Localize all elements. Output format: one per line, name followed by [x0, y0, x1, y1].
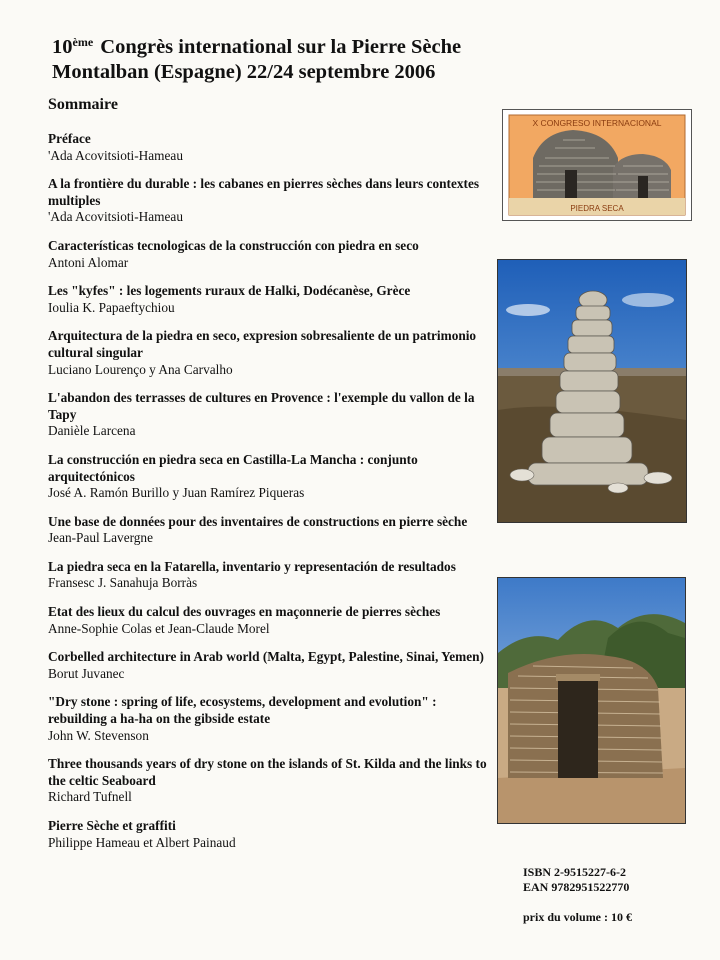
- ean-number: EAN 9782951522770: [523, 880, 630, 894]
- toc-entry: [48, 559, 488, 592]
- volume-price: prix du volume : 10 €: [523, 910, 633, 924]
- toc-entry: [48, 238, 488, 271]
- stone-cairn-photo: [497, 259, 687, 523]
- congress-name: Congrès international sur la Pierre Sèche: [100, 36, 462, 58]
- toc-entry: [48, 283, 488, 316]
- toc-entry-author: Philippe Hameau et Albert Painaud: [48, 834, 236, 850]
- toc-entry: [48, 694, 488, 744]
- toc-entry-title: Three thousands years of dry stone on the islands of St. Kilda and the links to the celtic Seaboard: [48, 756, 487, 788]
- congress-number: 10: [52, 36, 73, 58]
- toc-entry-author: Danièle Larcena: [48, 423, 136, 439]
- toc-entry-title: Une base de données pour des inventaires de constructions en pierre sèche: [48, 513, 468, 529]
- toc-entry: [48, 604, 488, 637]
- toc-entry-author: Ioulia K. Papaeftychiou: [48, 299, 175, 315]
- toc-entry: [48, 328, 488, 378]
- toc-entry-author: Anne-Sophie Colas et Jean-Claude Morel: [48, 620, 270, 636]
- toc-entry-author: Luciano Lourenço y Ana Carvalho: [48, 361, 233, 377]
- toc-entry-author: Borut Juvanec: [48, 665, 125, 681]
- toc-entry-title: Préface: [48, 131, 91, 146]
- header-title-line1: [52, 30, 512, 60]
- toc-entry-author: 'Ada Acovitsioti-Hameau: [48, 209, 183, 225]
- toc-entry: [48, 452, 488, 502]
- toc-entry-author: José A. Ramón Burillo y Juan Ramírez Piqueras: [48, 485, 305, 501]
- congress-number-suffix: ème: [72, 35, 94, 49]
- isbn-block: [523, 865, 629, 895]
- table-of-contents: [48, 131, 488, 863]
- toc-entry-author: Antoni Alomar: [48, 254, 129, 270]
- toc-entry-author: Jean-Paul Lavergne: [48, 530, 153, 546]
- toc-entry-title: Pierre Sèche et graffiti: [48, 818, 176, 833]
- sommaire-heading: Sommaire: [48, 96, 118, 113]
- logo-bottom-text: PIEDRA SECA: [570, 204, 624, 213]
- toc-entry: [48, 390, 488, 440]
- toc-entry-title: La construcción en piedra seca en Castilla-La Mancha : conjunto arquitectónicos: [48, 451, 418, 484]
- toc-entry-title: Arquitectura de la piedra en seco, expresion sobresaliente de un patrimonio cultural singular: [48, 328, 477, 360]
- toc-entry-title: A la frontière du durable : les cabanes en pierres sèches dans leurs contextes multiples: [48, 176, 480, 208]
- toc-entry: [48, 131, 488, 164]
- toc-entry-title: "Dry stone : spring of life, ecosystems, development and evolution" : rebuilding a ha-ha on the gibside estate: [48, 694, 437, 727]
- isbn-number: ISBN 2-9515227-6-2: [523, 865, 627, 879]
- toc-entry-title: La piedra seca en la Fatarella, inventario y representación de resultados: [48, 558, 456, 574]
- stone-hut-photo: [497, 577, 686, 824]
- toc-entry: [48, 176, 488, 226]
- congress-logo: [502, 109, 692, 221]
- toc-entry-author: Fransesc J. Sanahuja Borràs: [48, 575, 198, 591]
- toc-entry-author: 'Ada Acovitsioti-Hameau: [48, 147, 183, 163]
- toc-entry-title: Etat des lieux du calcul des ouvrages en maçonnerie de pierres sèches: [48, 604, 441, 620]
- toc-entry: [48, 756, 488, 806]
- toc-entry: [48, 649, 488, 682]
- toc-entry: [48, 818, 488, 851]
- header-title-line2: Montalban (Espagne) 22/24 septembre 2006: [52, 61, 436, 83]
- document-header: [52, 30, 512, 85]
- toc-entry-title: L'abandon des terrasses de cultures en Provence : l'exemple du vallon de la Tapy: [48, 390, 475, 422]
- toc-entry-author: Richard Tufnell: [48, 789, 132, 805]
- toc-entry: [48, 514, 488, 547]
- toc-entry-title: Corbelled architecture in Arab world (Malta, Egypt, Palestine, Sinai, Yemen): [48, 649, 484, 665]
- logo-top-text: X CONGRESO INTERNACIONAL: [532, 118, 662, 128]
- toc-entry-title: Les "kyfes" : les logements ruraux de Halki, Dodécanèse, Grèce: [48, 283, 411, 299]
- toc-entry-author: John W. Stevenson: [48, 727, 149, 743]
- toc-entry-title: Características tecnologicas de la construcción con piedra en seco: [48, 237, 419, 253]
